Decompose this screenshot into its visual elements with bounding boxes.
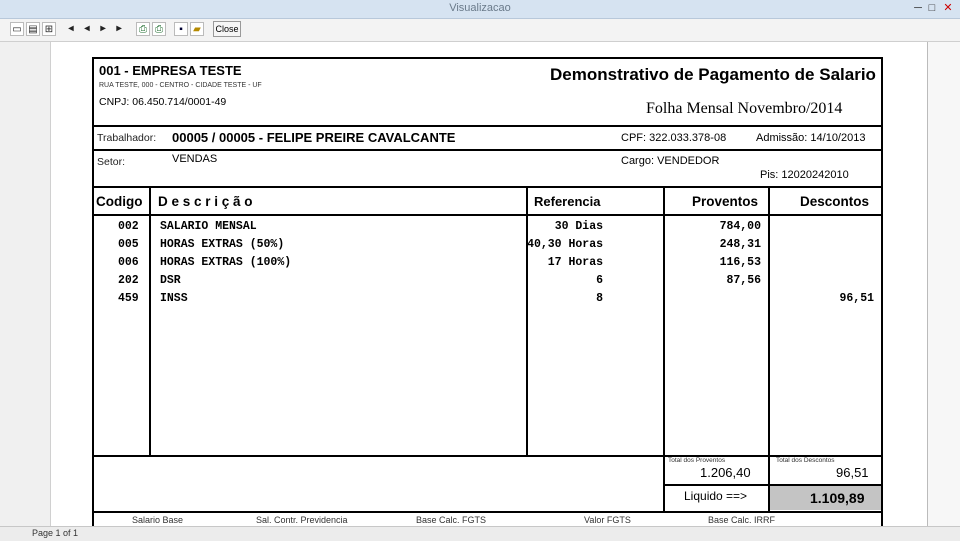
total-earnings-label: Total dos Proventos bbox=[668, 457, 726, 464]
header-earnings: Proventos bbox=[692, 194, 759, 209]
sector-label: Setor: bbox=[97, 156, 126, 168]
row-reference: 8 bbox=[596, 292, 603, 305]
total-deductions-label: Total dos Descontos bbox=[776, 457, 835, 464]
column-line bbox=[663, 186, 665, 512]
status-bar bbox=[0, 526, 960, 541]
print-icon[interactable]: ⎙ bbox=[136, 22, 150, 36]
right-pane bbox=[927, 42, 960, 526]
divider bbox=[94, 455, 881, 457]
row-code: 202 bbox=[118, 274, 139, 287]
last-page-button[interactable]: ▸ bbox=[116, 23, 122, 34]
footer-fgts-value: Valor FGTS bbox=[584, 515, 631, 525]
row-deductions: 96,51 bbox=[839, 292, 874, 305]
worker-admission: Admissão: 14/10/2013 bbox=[756, 132, 866, 144]
footer-salary-base: Salario Base bbox=[132, 515, 184, 525]
column-line bbox=[768, 186, 770, 512]
window-title: Visualizacao bbox=[449, 2, 511, 14]
column-line bbox=[149, 186, 151, 457]
close-window-button[interactable]: ✕ bbox=[943, 2, 953, 14]
row-reference: 6 bbox=[596, 274, 603, 287]
footer-fgts-base: Base Calc. FGTS bbox=[416, 515, 487, 525]
document-period: Folha Mensal Novembro/2014 bbox=[646, 100, 843, 117]
row-earnings: 116,53 bbox=[719, 256, 761, 269]
column-line bbox=[526, 186, 528, 457]
worker-value: 00005 / 00005 - FELIPE PREIRE CAVALCANTE bbox=[172, 130, 456, 145]
divider bbox=[94, 214, 881, 216]
divider bbox=[94, 186, 881, 188]
sector-value: VENDAS bbox=[172, 153, 218, 165]
row-code: 459 bbox=[118, 292, 139, 305]
row-description: INSS bbox=[160, 292, 188, 305]
row-description: DSR bbox=[160, 274, 181, 287]
prev-page-button[interactable]: ◂ bbox=[84, 23, 90, 34]
net-label: Liquido ==> bbox=[684, 489, 748, 503]
first-page-button[interactable]: ◂ bbox=[68, 23, 74, 34]
row-reference: 30 Dias bbox=[554, 220, 603, 233]
toolbar bbox=[0, 19, 960, 42]
row-code: 006 bbox=[118, 256, 139, 269]
row-earnings: 87,56 bbox=[726, 274, 761, 287]
fit-page-icon[interactable]: ▭ bbox=[10, 22, 24, 36]
minimize-button[interactable]: ─ bbox=[914, 2, 922, 14]
company-cnpj: CNPJ: 06.450.714/0001-49 bbox=[99, 96, 227, 108]
save-icon[interactable]: ▪ bbox=[174, 22, 188, 36]
row-reference: 17 Horas bbox=[547, 256, 603, 269]
worker-pis: Pis: 12020242010 bbox=[760, 169, 849, 181]
header-code: Codigo bbox=[96, 194, 143, 209]
row-code: 005 bbox=[118, 238, 139, 251]
header-reference: Referencia bbox=[534, 194, 601, 209]
row-earnings: 248,31 bbox=[719, 238, 761, 251]
divider bbox=[94, 125, 881, 127]
header-description: D e s c r i ç ã o bbox=[158, 194, 253, 209]
divider bbox=[94, 511, 881, 513]
row-description: HORAS EXTRAS (100%) bbox=[160, 256, 292, 269]
net-value: 1.109,89 bbox=[810, 490, 865, 506]
row-earnings: 784,00 bbox=[719, 220, 761, 233]
total-earnings-value: 1.206,40 bbox=[700, 465, 751, 480]
page-indicator: Page 1 of 1 bbox=[32, 528, 79, 538]
company-name: 001 - EMPRESA TESTE bbox=[99, 63, 242, 78]
next-page-button[interactable]: ▸ bbox=[100, 23, 106, 34]
company-address: RUA TESTE, 000 - CENTRO - CIDADE TESTE - UF bbox=[99, 82, 262, 89]
title-bar bbox=[0, 0, 960, 19]
row-reference: 40,30 Horas bbox=[527, 238, 603, 251]
total-deductions-value: 96,51 bbox=[836, 465, 869, 480]
row-description: HORAS EXTRAS (50%) bbox=[160, 238, 285, 251]
open-icon[interactable]: ▰ bbox=[190, 22, 204, 36]
payslip-document bbox=[92, 57, 883, 526]
print-setup-icon[interactable]: ⎙ bbox=[152, 22, 166, 36]
worker-label: Trabalhador: bbox=[97, 132, 157, 144]
worker-cpf: CPF: 322.033.378-08 bbox=[621, 132, 727, 144]
footer-inss-contribution: Sal. Contr. Previdencia bbox=[256, 515, 348, 525]
worker-role: Cargo: VENDEDOR bbox=[621, 155, 720, 167]
zoom-icon[interactable]: ⊞ bbox=[42, 22, 56, 36]
footer-irrf-base: Base Calc. IRRF bbox=[708, 515, 776, 525]
maximize-button[interactable]: □ bbox=[928, 2, 936, 14]
divider bbox=[94, 149, 881, 151]
close-preview-button[interactable]: Close bbox=[213, 21, 241, 37]
row-description: SALARIO MENSAL bbox=[160, 220, 257, 233]
document-title: Demonstrativo de Pagamento de Salario bbox=[550, 65, 876, 84]
header-deductions: Descontos bbox=[800, 194, 870, 209]
fit-width-icon[interactable]: ▤ bbox=[26, 22, 40, 36]
row-code: 002 bbox=[118, 220, 139, 233]
